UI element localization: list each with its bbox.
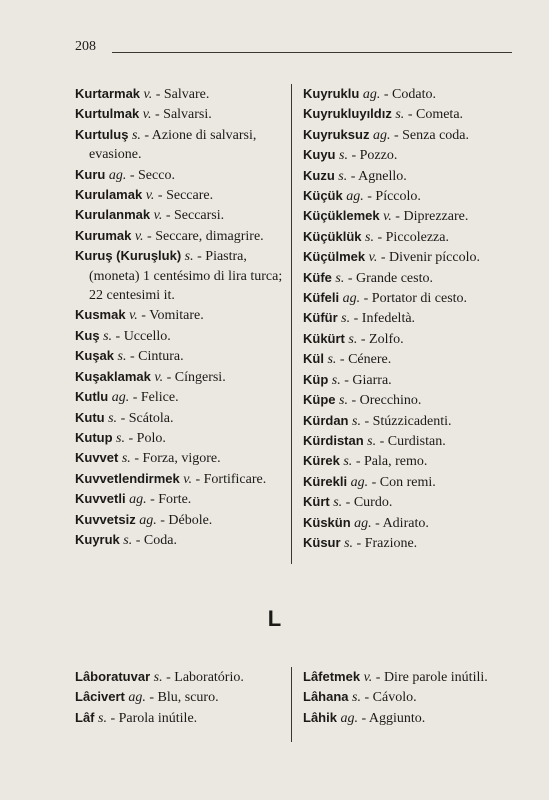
entry-headword: Kuruş (Kuruşluk) [75, 248, 182, 264]
entry-translation: Laboratório. [174, 670, 244, 685]
entry-headword: Küp [303, 371, 329, 387]
entry-part-of-speech: ag. [372, 127, 391, 143]
dictionary-entry: Kurtulmak v. - Salvarsi. [75, 106, 212, 123]
dictionary-entry: Lâf s. - Parola inútile. [75, 709, 198, 726]
entry-translation: Dire parole inútili. [383, 670, 488, 685]
entry-part-of-speech: ag. [128, 690, 146, 706]
entry-translation: Pozzo. [359, 148, 398, 164]
column-k-right [303, 84, 515, 553]
entry-translation: Forza, vigore. [142, 451, 221, 467]
entry-headword: Kuru [75, 166, 106, 182]
entry-headword: Küsur [303, 534, 341, 550]
column-k-left [75, 84, 285, 550]
entry-headword: Kurtulmak [75, 106, 140, 122]
entry-translation: Seccare, dimagrire. [155, 228, 264, 244]
entry-translation: Azione di salvarsi, evasione. [89, 127, 257, 163]
entry-translation: Giarra. [352, 372, 392, 388]
entry-headword: Küskün [303, 514, 351, 530]
entry-translation: Felice. [140, 390, 179, 406]
section-letter: L [267, 606, 282, 631]
entry-part-of-speech: v. [142, 107, 152, 123]
entry-part-of-speech: s. [352, 413, 361, 429]
dictionary-entry: Kürekli ag. - Con remi. [303, 473, 436, 490]
entry-part-of-speech: s. [98, 710, 107, 726]
entry-translation: Adirato. [382, 515, 429, 531]
entry-headword: Kuvvetlendirmek [75, 470, 180, 486]
entry-headword: Küfe [303, 269, 332, 285]
entry-headword: Kurulanmak [75, 207, 151, 223]
entry-part-of-speech: s. [338, 168, 348, 184]
entry-translation: Seccarsi. [174, 208, 225, 224]
dictionary-entry: Kükürt s. - Zolfo. [303, 330, 404, 347]
entry-part-of-speech: v. [368, 250, 378, 266]
dictionary-entry: Kuşak s. - Cintura. [75, 348, 184, 365]
entry-part-of-speech: s. [121, 451, 131, 467]
entry-part-of-speech: v. [129, 308, 138, 324]
entry-headword: Kutlu [75, 389, 109, 405]
dictionary-entry: Küp s. - Giarra. [303, 371, 392, 388]
entry-translation: Cíngersi. [174, 369, 226, 385]
entry-headword: Kuyruklu [303, 86, 360, 101]
entry-part-of-speech: s. [341, 311, 351, 327]
entry-headword: Kurtarmak [75, 86, 141, 101]
entry-part-of-speech: v. [134, 228, 144, 244]
entry-translation: Agnello. [358, 168, 407, 184]
dictionary-entry: Kutup s. - Polo. [75, 429, 166, 446]
entry-headword: Kutu [75, 409, 105, 425]
entry-translation: Grande cesto. [356, 270, 433, 286]
entry-part-of-speech: s. [339, 393, 348, 409]
dictionary-entry: Kuvvetsiz ag. - Débole. [75, 511, 213, 528]
entry-part-of-speech: v. [154, 369, 164, 385]
entry-headword: Kuşak [75, 348, 115, 364]
entry-part-of-speech: s. [335, 270, 345, 286]
entry-headword: Küçüklemek [303, 208, 380, 224]
entry-headword: Küfeli [303, 290, 340, 306]
dictionary-entry: Kurumak v. - Seccare, dimagrire. [75, 227, 264, 244]
column-l-left [75, 667, 285, 728]
dictionary-entry: Kuş s. - Uccello. [75, 327, 171, 344]
entry-headword: Küçülmek [303, 249, 366, 265]
entry-part-of-speech: v. [383, 209, 392, 225]
entry-translation: Parola inútile. [118, 710, 198, 726]
dictionary-entry: Kül s. - Cénere. [303, 351, 392, 368]
dictionary-entry: Kuzu s. - Agnello. [303, 167, 407, 184]
entry-part-of-speech: s. [117, 349, 127, 365]
entry-part-of-speech: s. [327, 352, 337, 368]
entry-headword: Kürdan [303, 412, 349, 428]
entry-headword: Kurumak [75, 227, 132, 243]
dictionary-entry: Kuvvet s. - Forza, vigore. [75, 450, 221, 467]
dictionary-entry: Kutlu ag. - Felice. [75, 389, 179, 406]
entry-translation: Piccolezza. [385, 229, 449, 245]
entry-headword: Lâhana [303, 689, 349, 705]
page-number: 208 [75, 39, 96, 54]
entry-headword: Kuyrukluyıldız [303, 106, 392, 122]
dictionary-entry: Kurtarmak v. - Salvare. [75, 86, 210, 102]
entry-translation: Débole. [168, 512, 213, 528]
entry-translation: Zolfo. [369, 331, 404, 347]
dictionary-entry: Küçüklemek v. - Diprezzare. [303, 208, 469, 225]
dictionary-entry: Küçülmek v. - Divenir píccolo. [303, 249, 480, 266]
dictionary-entry: Lâfetmek v. - Dire parole inútili. [303, 669, 488, 685]
entry-headword: Lâboratuvar [75, 669, 151, 684]
entry-headword: Kuvvetsiz [75, 511, 136, 527]
entry-translation: Cometa. [415, 107, 464, 123]
entry-part-of-speech: v. [153, 208, 163, 224]
entry-translation: Pala, remo. [363, 454, 428, 470]
dictionary-entry: Kuvvetlendirmek v. - Fortificare. [75, 470, 267, 487]
dictionary-entry: Kürt s. - Curdo. [303, 494, 393, 511]
dictionary-entry: Kuyruk s. - Coda. [75, 531, 177, 548]
entry-translation: Cintura. [138, 349, 184, 365]
entry-part-of-speech: v. [145, 188, 155, 204]
entry-translation: Forte. [158, 492, 192, 508]
entry-part-of-speech: ag. [346, 189, 364, 205]
column-l-right [303, 667, 515, 728]
entry-translation: Salvare. [163, 87, 210, 102]
entry-headword: Kuşaklamak [75, 368, 151, 384]
entry-part-of-speech: s. [339, 148, 348, 164]
entry-part-of-speech: ag. [354, 515, 372, 531]
entry-headword: Kürekli [303, 473, 348, 489]
entry-translation: Polo. [136, 430, 166, 446]
entry-translation: Salvarsi. [163, 107, 212, 123]
entry-part-of-speech: s. [348, 331, 358, 347]
entry-part-of-speech: ag. [350, 474, 369, 490]
dictionary-entry: Küçüklük s. - Piccolezza. [303, 228, 449, 245]
entry-headword: Kuvvetli [75, 491, 126, 507]
entry-translation: Secco. [138, 167, 175, 183]
dictionary-entry: Kuyruksuz ag. - Senza coda. [303, 126, 469, 143]
entry-part-of-speech: s. [344, 535, 354, 551]
dictionary-entry: Kutu s. - Scátola. [75, 409, 174, 426]
dictionary-entry: Kurulanmak v. - Seccarsi. [75, 207, 225, 224]
entry-part-of-speech: s. [153, 670, 163, 685]
entry-part-of-speech: s. [333, 495, 343, 511]
entry-translation: Scátola. [128, 410, 174, 426]
entry-translation: Codato. [392, 87, 436, 102]
entry-part-of-speech: s. [123, 532, 133, 548]
entry-translation: Seccare. [166, 188, 214, 204]
entry-headword: Kürdistan [303, 432, 364, 448]
dictionary-entry: Lâhana s. - Cávolo. [303, 689, 417, 706]
dictionary-entry: Lâboratuvar s. - Laboratório. [75, 669, 244, 685]
entry-translation: Píccolo. [375, 189, 421, 205]
dictionary-entry: Küsur s. - Frazione. [303, 534, 418, 551]
entry-translation: Infedeltà. [361, 311, 416, 327]
dictionary-entry: Küskün ag. - Adirato. [303, 514, 429, 531]
entry-translation: Aggiunto. [368, 710, 426, 726]
dictionary-entry: Kurtuluş s. - Azione di salvarsi, evasione. [75, 126, 257, 163]
entry-headword: Kurtuluş [75, 126, 129, 142]
dictionary-entry: Küfür s. - Infedeltà. [303, 310, 416, 327]
dictionary-entry: Lâcivert ag. - Blu, scuro. [75, 689, 219, 706]
entry-part-of-speech: ag. [139, 512, 157, 528]
dictionary-entry: Kuru ag. - Secco. [75, 166, 175, 183]
entry-translation: Piastra, (moneta) 1 centésimo di lira turca; 22 centesimi it. [89, 249, 283, 304]
entry-part-of-speech: ag. [129, 492, 147, 508]
entry-headword: Kuzu [303, 167, 335, 183]
entry-translation: Portator di cesto. [371, 291, 468, 307]
entry-part-of-speech: v. [143, 87, 153, 102]
dictionary-entry: Kuyrukluyıldız s. - Cometa. [303, 106, 464, 123]
column-divider [291, 84, 292, 564]
dictionary-entry: Kuşaklamak v. - Cíngersi. [75, 368, 226, 385]
entry-headword: Lâf [75, 709, 95, 725]
dictionary-entry: Küfe s. - Grande cesto. [303, 269, 433, 286]
entry-part-of-speech: s. [395, 107, 405, 123]
entry-headword: Kuyruk [75, 531, 120, 547]
entry-headword: Lâcivert [75, 689, 125, 705]
entry-headword: Kükürt [303, 330, 345, 346]
entry-headword: Küpe [303, 392, 336, 408]
entry-translation: Diprezzare. [403, 209, 469, 225]
dictionary-entry: Kuyu s. - Pozzo. [303, 147, 398, 164]
entry-headword: Kürek [303, 453, 340, 469]
entry-translation: Frazione. [364, 535, 418, 551]
dictionary-entry: Kuvvetli ag. - Forte. [75, 491, 192, 508]
entry-part-of-speech: s. [131, 127, 141, 143]
entry-translation: Senza coda. [402, 127, 469, 143]
dictionary-entry: Küçük ag. - Píccolo. [303, 188, 421, 205]
entry-translation: Coda. [143, 532, 177, 548]
dictionary-entry: Kuruş (Kuruşluk) s. - Piastra, (moneta) 1 centésimo di lira turca; 22 centesimi it. [75, 248, 283, 304]
entry-translation: Cénere. [348, 352, 392, 368]
entry-translation: Cávolo. [372, 690, 417, 706]
entry-part-of-speech: s. [184, 249, 194, 265]
entry-headword: Kuş [75, 327, 100, 343]
entry-headword: Kuyruksuz [303, 126, 370, 142]
entry-headword: Kutup [75, 429, 113, 445]
dictionary-entry: Kürek s. - Pala, remo. [303, 453, 428, 470]
entry-part-of-speech: s. [352, 690, 361, 706]
entry-translation: Blu, scuro. [157, 690, 219, 706]
entry-part-of-speech: s. [343, 454, 353, 470]
entry-part-of-speech: v. [363, 670, 373, 685]
entry-translation: Fortificare. [203, 471, 267, 487]
entry-part-of-speech: s. [116, 430, 125, 446]
entry-part-of-speech: ag. [342, 291, 361, 307]
entry-part-of-speech: s. [103, 328, 113, 344]
entry-headword: Kusmak [75, 307, 126, 323]
entry-part-of-speech: ag. [362, 87, 381, 102]
entry-translation: Stúzzicadenti. [372, 413, 452, 429]
entry-part-of-speech: s. [108, 410, 118, 426]
entry-part-of-speech: ag. [108, 167, 127, 183]
dictionary-entry: Kurulamak v. - Seccare. [75, 187, 214, 204]
entry-headword: Lâhik [303, 709, 337, 725]
entry-headword: Kurulamak [75, 187, 143, 203]
entry-part-of-speech: ag. [111, 390, 130, 406]
dictionary-entry: Kürdan s. - Stúzzicadenti. [303, 412, 452, 429]
column-divider-l [291, 667, 292, 742]
entry-translation: Divenir píccolo. [389, 250, 480, 266]
dictionary-entry: Lâhik ag. - Aggiunto. [303, 709, 426, 726]
entry-headword: Küçüklük [303, 228, 362, 244]
dictionary-entry: Kusmak v. - Vomitare. [75, 307, 204, 324]
header-rule [112, 52, 512, 53]
entry-translation: Uccello. [123, 328, 171, 344]
entry-translation: Curdistan. [387, 433, 446, 449]
entry-headword: Kürt [303, 494, 330, 510]
dictionary-entry: Küfeli ag. - Portator di cesto. [303, 290, 468, 307]
entry-part-of-speech: v. [183, 471, 192, 487]
entry-part-of-speech: s. [331, 372, 341, 388]
dictionary-entry: Küpe s. - Orecchino. [303, 392, 422, 409]
entry-headword: Küçük [303, 188, 343, 204]
entry-translation: Orecchino. [359, 393, 422, 409]
entry-headword: Kül [303, 351, 324, 367]
entry-headword: Kuyu [303, 147, 336, 163]
entry-translation: Vomitare. [149, 308, 204, 324]
entry-translation: Curdo. [353, 495, 393, 511]
entry-part-of-speech: ag. [340, 710, 358, 726]
dictionary-entry: Kuyruklu ag. - Codato. [303, 86, 436, 102]
entry-part-of-speech: s. [365, 229, 374, 245]
dictionary-entry: Kürdistan s. - Curdistan. [303, 432, 446, 449]
entry-translation: Con remi. [379, 474, 436, 490]
entry-part-of-speech: s. [367, 433, 377, 449]
entry-headword: Küfür [303, 310, 338, 326]
entry-headword: Kuvvet [75, 450, 119, 466]
entry-headword: Lâfetmek [303, 669, 361, 684]
